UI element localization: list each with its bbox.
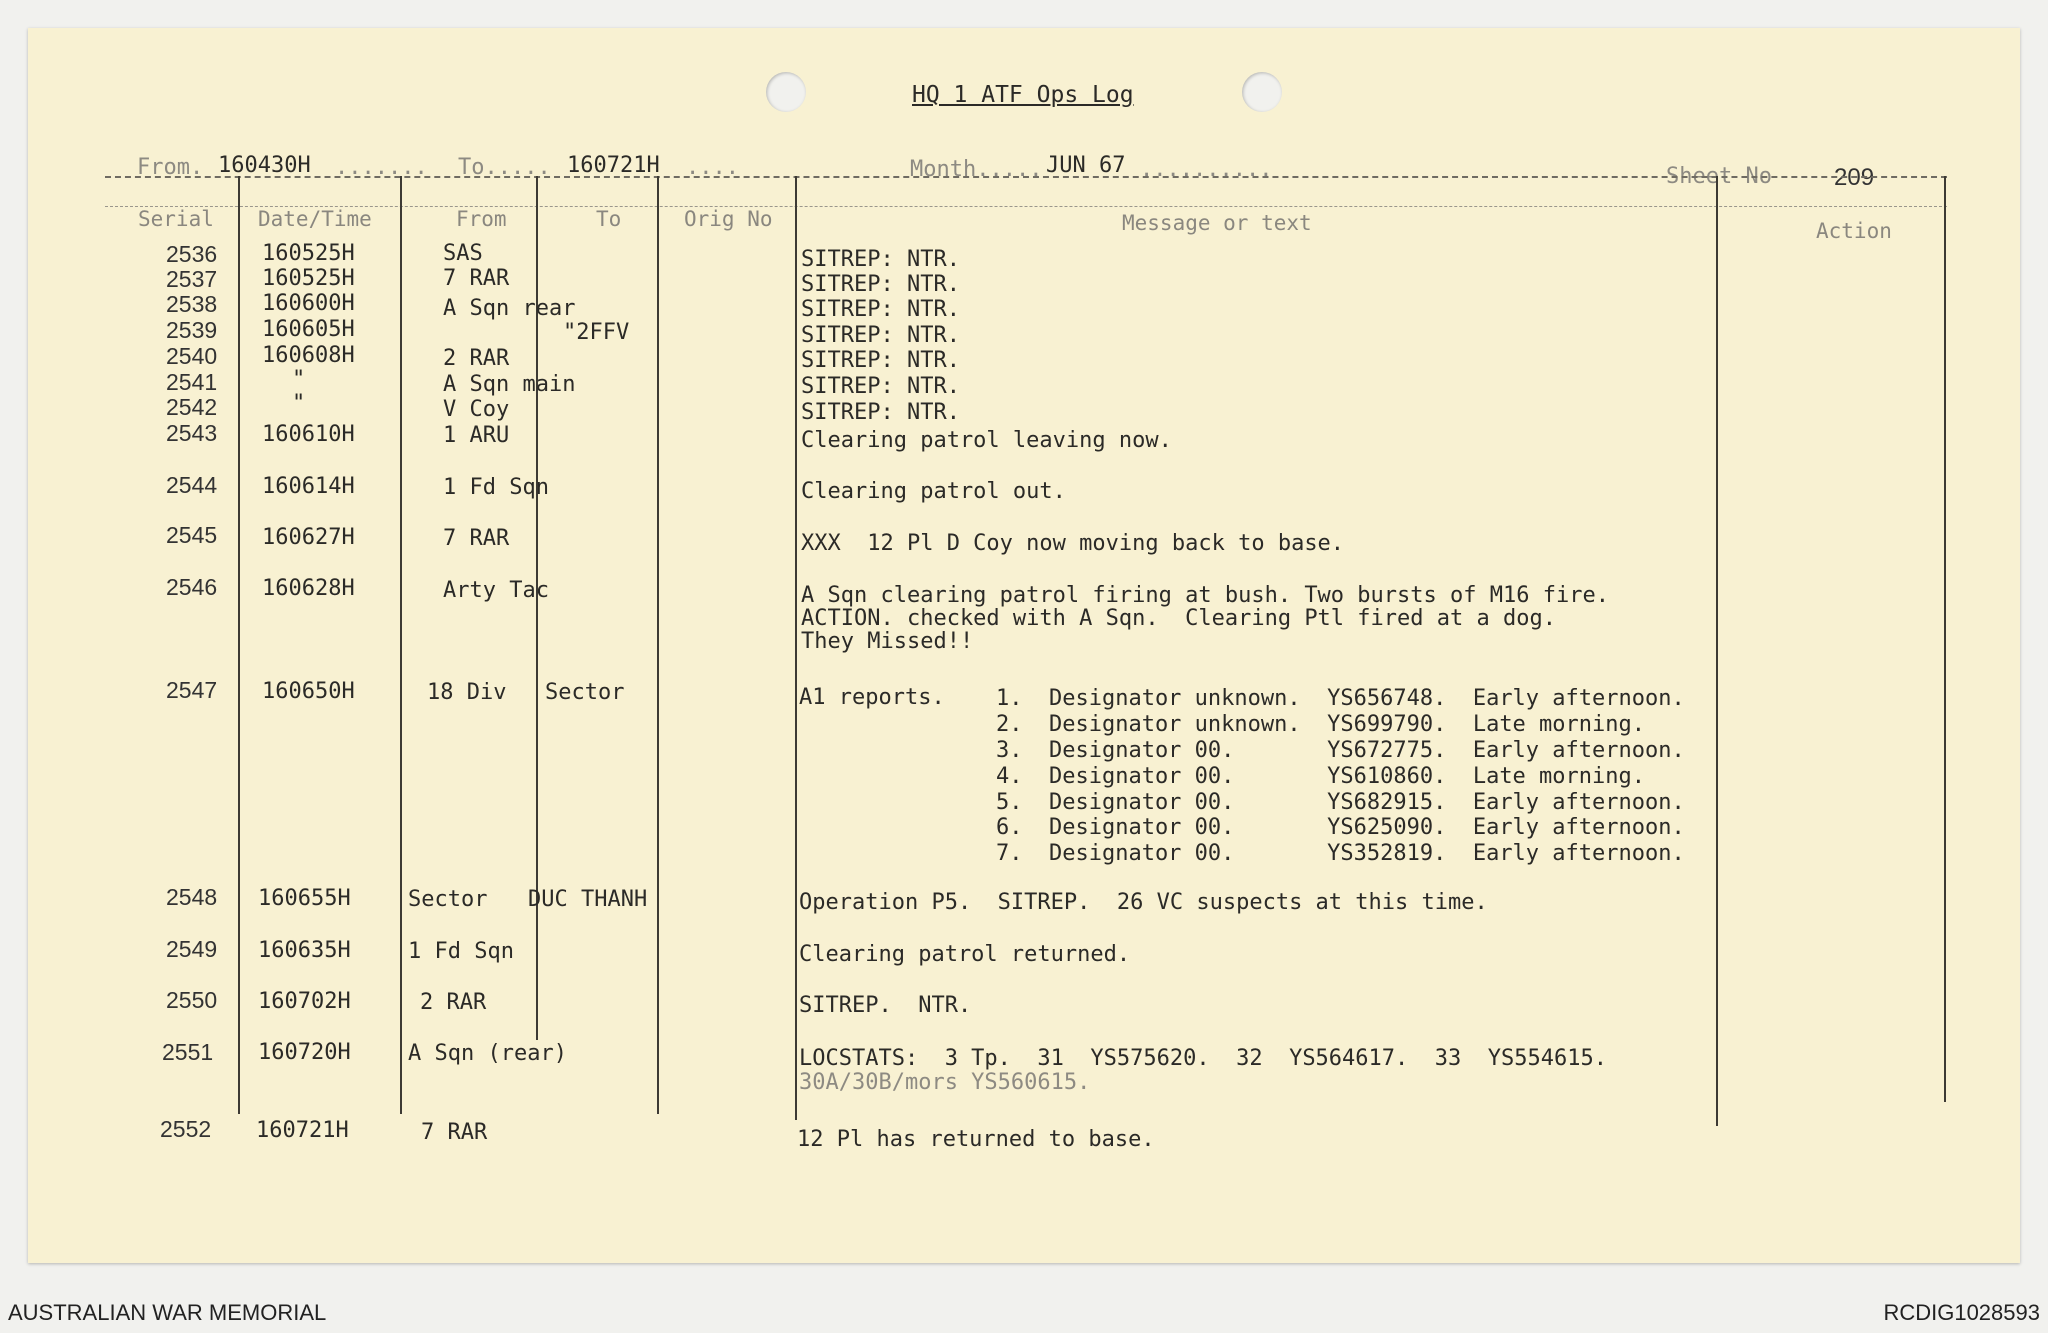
row-to: Sector	[545, 680, 625, 705]
row-message: Clearing patrol out.	[801, 479, 1066, 504]
row-from: SAS	[443, 241, 483, 266]
row-datetime: 160655H	[258, 886, 351, 911]
column-rule-orig	[657, 176, 659, 1114]
row-message-line-2: 30A/30B/mors YS560615.	[799, 1070, 1091, 1095]
from-label: From.	[137, 155, 204, 180]
row-datetime: 160720H	[258, 1040, 351, 1065]
row-datetime: 160721H	[256, 1118, 349, 1143]
report-line: 6. Designator 00. YS625090. Early afternoon.	[996, 815, 1685, 840]
row-datetime: 160635H	[258, 938, 351, 963]
row-datetime: 160605H	[262, 317, 355, 342]
to-dots: ....	[686, 155, 739, 180]
row-message: SITREP: NTR.	[801, 323, 960, 348]
row-message: SITREP: NTR.	[801, 297, 960, 322]
row-serial: 2537	[166, 266, 218, 292]
row-message: SITREP. NTR.	[799, 993, 972, 1018]
log-title: HQ 1 ATF Ops Log	[912, 82, 1134, 108]
row-message: A1 reports.	[799, 685, 945, 710]
row-from: A Sqn rear	[443, 296, 576, 321]
row-to: DUC THANH	[528, 887, 648, 912]
row-message: XXX 12 Pl D Coy now moving back to base.	[801, 531, 1345, 556]
report-line: 3. Designator 00. YS672775. Early afternoon.	[996, 738, 1685, 763]
row-from: Sector	[408, 887, 488, 912]
col-header-from: From	[456, 207, 507, 231]
month-value: JUN 67	[1046, 153, 1126, 178]
row-from: 1 Fd Sqn	[443, 475, 549, 500]
col-header-orig-no: Orig No	[684, 207, 773, 231]
row-datetime: "	[292, 367, 306, 392]
row-message: A Sqn clearing patrol firing at bush. Two bursts of M16 fire.	[801, 583, 1609, 608]
row-serial: 2548	[166, 884, 218, 910]
row-datetime: "	[292, 391, 306, 416]
row-message: SITREP: NTR.	[801, 374, 960, 399]
footer-right: RCDIG1028593	[1883, 1300, 2040, 1325]
row-serial: 2544	[166, 472, 218, 498]
row-serial: 2536	[166, 241, 218, 267]
from-value: 160430H	[218, 153, 311, 178]
row-datetime: 160525H	[262, 266, 355, 291]
row-from: 2 RAR	[443, 346, 510, 371]
table-top-rule	[105, 176, 1947, 178]
row-message: SITREP: NTR.	[801, 247, 960, 272]
row-message: SITREP: NTR.	[801, 348, 960, 373]
row-datetime: 160608H	[262, 343, 355, 368]
row-message: SITREP: NTR.	[801, 272, 960, 297]
row-from: 1 ARU	[443, 423, 510, 448]
report-line: 7. Designator 00. YS352819. Early afternoon.	[996, 841, 1685, 866]
month-dots: ..........	[1140, 157, 1273, 182]
month-label: Month.....	[910, 157, 1043, 182]
row-datetime: 160650H	[262, 679, 355, 704]
table-header-rule	[105, 206, 1947, 207]
row-from: Arty Tac	[443, 578, 549, 603]
row-datetime: 160628H	[262, 576, 355, 601]
row-serial: 2540	[166, 343, 218, 369]
from-dots: .......	[335, 155, 428, 180]
report-line: 2. Designator unknown. YS699790. Late morning.	[996, 712, 1646, 737]
row-serial: 2538	[166, 291, 218, 317]
col-header-action: Action	[1816, 219, 1892, 243]
row-message: LOCSTATS: 3 Tp. 31 YS575620. 32 YS564617. 33 YS554615.	[799, 1046, 1607, 1071]
row-from: 2 RAR	[420, 990, 487, 1015]
col-header-to: To	[596, 207, 622, 231]
punch-hole-right	[1242, 72, 1282, 112]
column-rule-right	[1944, 176, 1946, 1102]
column-rule-from	[400, 176, 402, 1114]
row-datetime: 160627H	[262, 525, 355, 550]
footer-left: AUSTRALIAN WAR MEMORIAL	[8, 1300, 327, 1325]
row-serial: 2542	[166, 394, 218, 420]
row-from: 1 Fd Sqn	[408, 939, 514, 964]
row-datetime: 160614H	[262, 474, 355, 499]
row-serial: 2552	[160, 1116, 212, 1142]
row-from: 7 RAR	[443, 526, 510, 551]
col-header-datetime: Date/Time	[258, 207, 372, 231]
to-label: To.....	[458, 155, 551, 180]
report-line: 5. Designator 00. YS682915. Early afternoon.	[996, 790, 1685, 815]
punch-hole-left	[766, 72, 806, 112]
row-from: 18 Div	[427, 680, 507, 705]
row-from: A Sqn main	[443, 372, 576, 397]
row-from: 7 RAR	[421, 1120, 488, 1145]
row-message: Clearing patrol returned.	[799, 942, 1131, 967]
sheet-no-value: 209	[1834, 164, 1875, 191]
row-message-line-3: They Missed!!	[801, 629, 974, 654]
row-from: "2FFV	[563, 320, 630, 345]
row-datetime: 160600H	[262, 291, 355, 316]
row-serial: 2550	[166, 987, 218, 1013]
row-message: 12 Pl has returned to base.	[797, 1127, 1155, 1152]
row-datetime: 160702H	[258, 989, 351, 1014]
sheet-no-label: Sheet No	[1666, 164, 1772, 189]
row-from: V Coy	[443, 397, 510, 422]
row-message: SITREP: NTR.	[801, 400, 960, 425]
row-serial: 2549	[166, 936, 218, 962]
row-message: Clearing patrol leaving now.	[801, 428, 1172, 453]
row-datetime: 160525H	[262, 241, 355, 266]
row-serial: 2546	[166, 574, 218, 600]
row-serial: 2543	[166, 420, 218, 446]
row-serial: 2551	[162, 1039, 214, 1065]
row-serial: 2547	[166, 677, 218, 703]
report-line: 1. Designator unknown. YS656748. Early afternoon.	[996, 686, 1685, 711]
row-message-line-2: ACTION. checked with A Sqn. Clearing Ptl fired at a dog.	[801, 606, 1556, 631]
to-value: 160721H	[567, 153, 660, 178]
column-rule-message	[795, 176, 797, 1120]
row-serial: 2539	[166, 317, 218, 343]
column-rule-action	[1716, 176, 1718, 1126]
report-line: 4. Designator 00. YS610860. Late morning.	[996, 764, 1646, 789]
col-header-message: Message or text	[1122, 211, 1312, 235]
row-serial: 2545	[166, 522, 218, 548]
col-header-serial: Serial	[138, 207, 214, 231]
row-datetime: 160610H	[262, 422, 355, 447]
row-message: Operation P5. SITREP. 26 VC suspects at this time.	[799, 890, 1488, 915]
row-serial: 2541	[166, 369, 218, 395]
column-rule-datetime	[238, 176, 240, 1114]
row-from: 7 RAR	[443, 266, 510, 291]
row-from: A Sqn (rear)	[408, 1041, 567, 1066]
